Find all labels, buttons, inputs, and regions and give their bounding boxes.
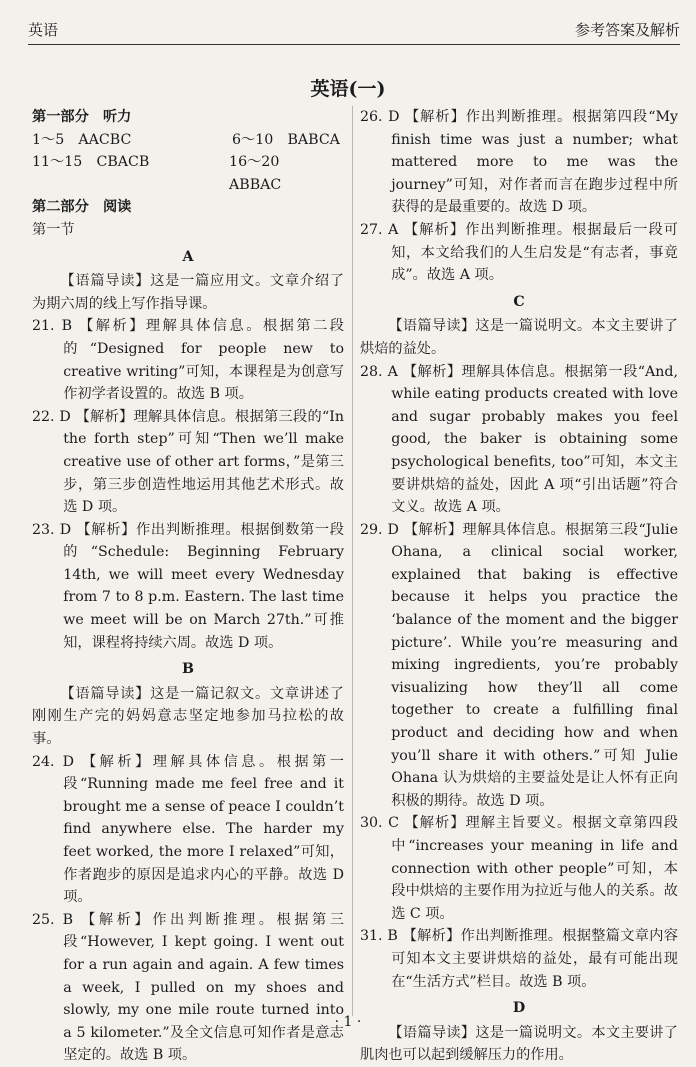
answer-row bbox=[32, 151, 344, 196]
right-column bbox=[360, 106, 678, 1067]
answer-explanation: 28. A 【解析】理解具体信息。根据第一段“And, while eating products created with love and sugar probably makes you feel good, the baker is obtaining some psychological benefits, too”可知，本文主要讲烘焙的益处，因此 A 项“引出话题”符合文义。故选 A 项。 bbox=[360, 363, 678, 516]
part1-heading: 第一部分 听力 bbox=[32, 109, 132, 125]
section-heading: 第一节 bbox=[32, 221, 75, 238]
column-divider bbox=[352, 106, 353, 1016]
answer-explanation: 31. B 【解析】作出判断推理。根据整篇文章内容可知本文主要讲烘焙的益处，最有可能出现在“生活方式”栏目。故选 B 项。 bbox=[360, 928, 678, 990]
answer-explanation: 27. A 【解析】作出判断推理。根据最后一段可知，本文给我们的人生启发是“有志者，事竟成”。故选 A 项。 bbox=[360, 221, 678, 284]
header-section: 参考答案及解析 bbox=[574, 21, 680, 39]
passage-intro: 【语篇导读】这是一篇说明文。本文主要讲了烘焙的益处。 bbox=[360, 318, 678, 357]
answer-explanation: 23. D 【解析】作出判断推理。根据倒数第一段的“Schedule: Beginning February 14th, we will meet every Wednesday from 7 to 8 p.m. Eastern. The last time we meet will be on March 27th.”可推知，课程将持续六周。故选 D 项。 bbox=[32, 521, 344, 651]
header-subject: 英语 bbox=[28, 21, 59, 39]
passage-letter: D bbox=[512, 1000, 526, 1017]
part2-heading: 第二部分 阅读 bbox=[32, 199, 132, 216]
answer-cell: 6～10 BABCA bbox=[232, 131, 340, 148]
passage-letter: A bbox=[182, 248, 194, 265]
answer-explanation: 29. D 【解析】理解具体信息。根据第三段“Julie Ohana, a clinical social worker, explained that baking is effective because it helps you practice the ‘balance of the moment and the bigger picture’. While you’re measuring and mixing ingredients, you’re probably visualizing how they’ll all come together to create a fulfilling final product and deciding how and when you’ll share it with others.”可知 Julie Ohana 认为烘焙的主要益处是让人怀有正向积极的期待。故选 D 项。 bbox=[360, 521, 678, 809]
answer-explanation: 26. D 【解析】作出判断推理。根据第四段“My finish time was just a number; what mattered more to me was the journey”可知，对作者而言在跑步过程中所获得的是最重要的。故选 D 项。 bbox=[360, 109, 678, 216]
passage-intro: 【语篇导读】这是一篇记叙文。文章讲述了刚刚生产完的妈妈意志坚定地参加马拉松的故事。 bbox=[32, 685, 344, 748]
page-header bbox=[28, 12, 680, 45]
answer-explanation: 30. C 【解析】理解主旨要义。根据文章第四段中“increases your meaning in life and connection with other people”可知，本段中烘焙的主要作用为拉近与他人的关系。故选 C 项。 bbox=[360, 815, 678, 922]
page-title: 英语(一) bbox=[310, 78, 386, 100]
answer-explanation: 25. B 【解析】作出判断推理。根据第三段“However, I kept going. I went out for a run again and again. A few times a week, I pulled on my shoes and slowly, my one mile route turned into a 5 kilometer.”及全文信息可知作者是意志坚定的。故选 B 项。 bbox=[32, 911, 344, 1064]
answer-cell: 1～5 AACBC bbox=[32, 131, 132, 148]
answer-explanation: 24. D 【解析】理解具体信息。根据第一段“Running made me feel free and it brought me a sense of peace I couldn’t find anywhere else. The harder my feet worked, the more I relaxed”可知，作者跑步的原因是追求内心的平静。故选 D 项。 bbox=[32, 753, 344, 906]
passage-intro: 【语篇导读】这是一篇说明文。本文主要讲了肌肉也可以起到缓解压力的作用。 bbox=[360, 1024, 678, 1064]
answer-cell: 16～20 ABBAC bbox=[229, 154, 294, 193]
left-column bbox=[32, 106, 344, 1067]
answer-explanation: 21. B 【解析】理解具体信息。根据第二段的“Designed for people new to creative writing”可知，本课程是为创意写作初学者设置的。故选 B 项。 bbox=[32, 318, 344, 403]
answer-explanation: 22. D 【解析】理解具体信息。根据第三段的“In the forth step”可知“Then we’ll make creative use of other art forms，”是第三步，第三步创造性地运用其他艺术形式。故选 D 项。 bbox=[32, 408, 344, 516]
answer-cell: 11～15 CBACB bbox=[32, 154, 150, 171]
passage-letter: B bbox=[182, 661, 194, 678]
answer-row bbox=[32, 129, 344, 152]
passage-intro: 【语篇导读】这是一篇应用文。文章介绍了为期六周的线上写作指导课。 bbox=[32, 273, 344, 312]
passage-letter: C bbox=[513, 293, 525, 310]
page-number: · 1 · bbox=[334, 1014, 362, 1030]
